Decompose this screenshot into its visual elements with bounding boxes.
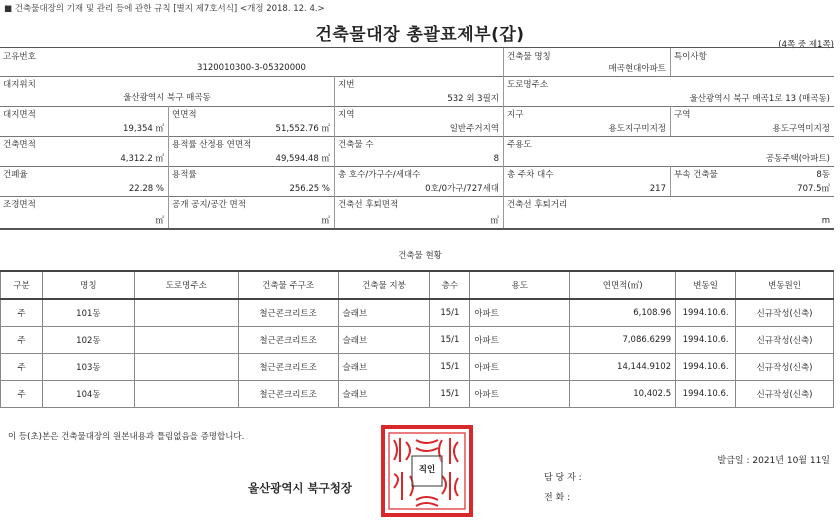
issuing-office: 울산광역시 북구청장 [248, 481, 352, 495]
cell-roof: 슬래브 [338, 381, 430, 408]
parking-count-value: 217 [649, 184, 666, 194]
zone-value: 일반주거지역 [449, 124, 499, 134]
cell-floor-area: 10,402.5 [570, 381, 676, 408]
info-row-3 [0, 106, 834, 137]
annex-building-count: 8동 [816, 170, 830, 180]
coverage-ratio-label: 건폐율 [3, 170, 28, 180]
building-area-label: 건축면적 [3, 140, 36, 150]
cell-change-date: 1994.10.6. [676, 354, 736, 381]
cell-name: 101동 [42, 299, 134, 327]
setback-area-label: 건축선 후퇴면적 [338, 200, 399, 210]
floor-area-ratio-label: 용적률 [172, 170, 197, 180]
cell-floors: 15/1 [430, 299, 470, 327]
certification-statement: 이 등(초)본은 건축물대장의 원본내용과 틀림없음을 증명합니다. [8, 432, 245, 442]
table-row [1, 299, 834, 327]
cell-floors: 15/1 [430, 354, 470, 381]
cell-floor-area: 6,108.96 [570, 299, 676, 327]
setback-distance-value: m [821, 216, 830, 226]
site-area-value: 19,354 ㎡ [123, 124, 164, 134]
col-header-road-address: 도로명주소 [134, 271, 238, 299]
phone-label: 전 화 : [544, 493, 571, 503]
cell-floor-area: 14,144.9102 [570, 354, 676, 381]
lot-number-value: 532 외 3필지 [447, 94, 499, 104]
cell-road-address [134, 299, 238, 327]
col-header-type: 구분 [1, 271, 43, 299]
road-address-label: 도로명주소 [507, 80, 549, 90]
cell-road-address [134, 381, 238, 408]
col-header-change-reason: 변동원인 [736, 271, 834, 299]
cell-name: 102동 [42, 327, 134, 354]
cell-change-date: 1994.10.6. [676, 299, 736, 327]
cell-use: 아파트 [470, 327, 570, 354]
col-header-name: 명칭 [42, 271, 134, 299]
annex-building-label: 부속 건축물 [674, 170, 718, 180]
units-households-value: 0호/0가구/727세대 [425, 184, 499, 194]
setback-area-value: ㎡ [490, 216, 499, 226]
info-row-5 [0, 166, 834, 197]
building-name-value: 매곡현대아파트 [608, 64, 666, 74]
table-header-row [1, 271, 834, 299]
setback-distance-label: 건축선 후퇴거리 [507, 200, 568, 210]
col-header-floor-area: 연면적(㎡) [570, 271, 676, 299]
far-floor-area-value: 49,594.48 ㎡ [275, 154, 330, 164]
building-status-title: 건축물 현황 [398, 251, 442, 261]
table-row [1, 381, 834, 408]
col-header-floors: 층수 [430, 271, 470, 299]
cell-structure: 철근콘크리트조 [238, 354, 338, 381]
parking-count-label: 총 주차 대수 [507, 170, 554, 180]
cell-type: 주 [1, 354, 43, 381]
building-area-value: 4,312.2 ㎡ [120, 154, 164, 164]
col-header-use: 용도 [470, 271, 570, 299]
building-name-label: 건축물 명칭 [507, 52, 551, 62]
cell-floors: 15/1 [430, 327, 470, 354]
table-row [1, 327, 834, 354]
area-label: 구역 [674, 110, 691, 120]
site-location-value: 울산광역시 북구 매곡동 [123, 93, 211, 103]
building-count-label: 건축물 수 [338, 140, 374, 150]
document-title: 건축물대장 총괄표제부(갑) [315, 25, 525, 45]
floor-area-ratio-value: 256.25 % [289, 184, 330, 194]
site-location-label: 대지위치 [3, 80, 36, 90]
public-space-label: 공개 공지/공간 면적 [172, 200, 246, 210]
coverage-ratio-value: 22.28 % [128, 184, 164, 194]
cell-name: 103동 [42, 354, 134, 381]
col-header-roof: 건축물 지붕 [338, 271, 430, 299]
col-header-change-date: 변동일 [676, 271, 736, 299]
area-value: 용도구역미지정 [772, 124, 830, 134]
cell-structure: 철근콘크리트조 [238, 299, 338, 327]
units-households-label: 총 호수/가구수/세대수 [338, 170, 421, 180]
landscape-area-value: ㎡ [155, 216, 164, 226]
district-value: 용도지구미지정 [608, 124, 666, 134]
cell-structure: 철근콘크리트조 [238, 327, 338, 354]
cell-road-address [134, 327, 238, 354]
seal-label: 직인 [418, 465, 436, 475]
far-floor-area-label: 용적률 산정용 연면적 [172, 140, 252, 150]
page-indicator: (4쪽 중 제1쪽) [778, 40, 834, 50]
building-count-value: 8 [493, 154, 499, 164]
info-row-6 [0, 196, 834, 230]
cell-floor-area: 7,086.6299 [570, 327, 676, 354]
col-header-structure: 건축물 주구조 [238, 271, 338, 299]
cell-change-reason: 신규작성(신축) [736, 299, 834, 327]
unique-number-value: 3120010300-3-05320000 [197, 63, 306, 73]
table-row [1, 354, 834, 381]
cell-change-reason: 신규작성(신축) [736, 327, 834, 354]
zone-label: 지역 [338, 110, 355, 120]
cell-change-date: 1994.10.6. [676, 327, 736, 354]
unique-number-label: 고유번호 [3, 52, 36, 62]
district-label: 지구 [507, 110, 524, 120]
cell-name: 104동 [42, 381, 134, 408]
form-regulation-note: ■ 건축물대장의 기재 및 관리 등에 관한 규칙 [별지 제7호서식] <개정 2018. 12. 4.> [4, 4, 325, 14]
main-use-label: 주용도 [507, 140, 532, 150]
lot-number-label: 지번 [338, 80, 355, 90]
site-area-label: 대지면적 [3, 110, 36, 120]
cell-type: 주 [1, 381, 43, 408]
cell-roof: 슬래브 [338, 354, 430, 381]
cell-use: 아파트 [470, 354, 570, 381]
annex-building-area: 707.5㎡ [797, 184, 830, 194]
info-row-1 [0, 48, 834, 77]
cell-change-date: 1994.10.6. [676, 381, 736, 408]
info-row-2 [0, 76, 834, 107]
road-address-value: 울산광역시 북구 매곡1로 13 (매곡동) [689, 94, 830, 104]
manager-label: 담 당 자 : [544, 473, 582, 483]
cell-structure: 철근콘크리트조 [238, 381, 338, 408]
total-floor-area-value: 51,552.76 ㎡ [275, 124, 330, 134]
cell-road-address [134, 354, 238, 381]
cell-roof: 슬래브 [338, 299, 430, 327]
cell-use: 아파트 [470, 381, 570, 408]
cell-change-reason: 신규작성(신축) [736, 354, 834, 381]
info-row-4 [0, 136, 834, 167]
main-use-value: 공동주택(아파트) [765, 154, 830, 164]
total-floor-area-label: 연면적 [172, 110, 197, 120]
cell-change-reason: 신규작성(신축) [736, 381, 834, 408]
issue-date: 발급일 : 2021년 10월 11일 [717, 456, 830, 466]
special-notes-label: 특이사항 [674, 52, 707, 62]
cell-roof: 슬래브 [338, 327, 430, 354]
cell-use: 아파트 [470, 299, 570, 327]
landscape-area-label: 조경면적 [3, 200, 36, 210]
cell-type: 주 [1, 299, 43, 327]
public-space-value: ㎡ [321, 216, 330, 226]
building-status-table [0, 270, 834, 408]
cell-type: 주 [1, 327, 43, 354]
cell-floors: 15/1 [430, 381, 470, 408]
summary-info-grid [0, 47, 834, 226]
